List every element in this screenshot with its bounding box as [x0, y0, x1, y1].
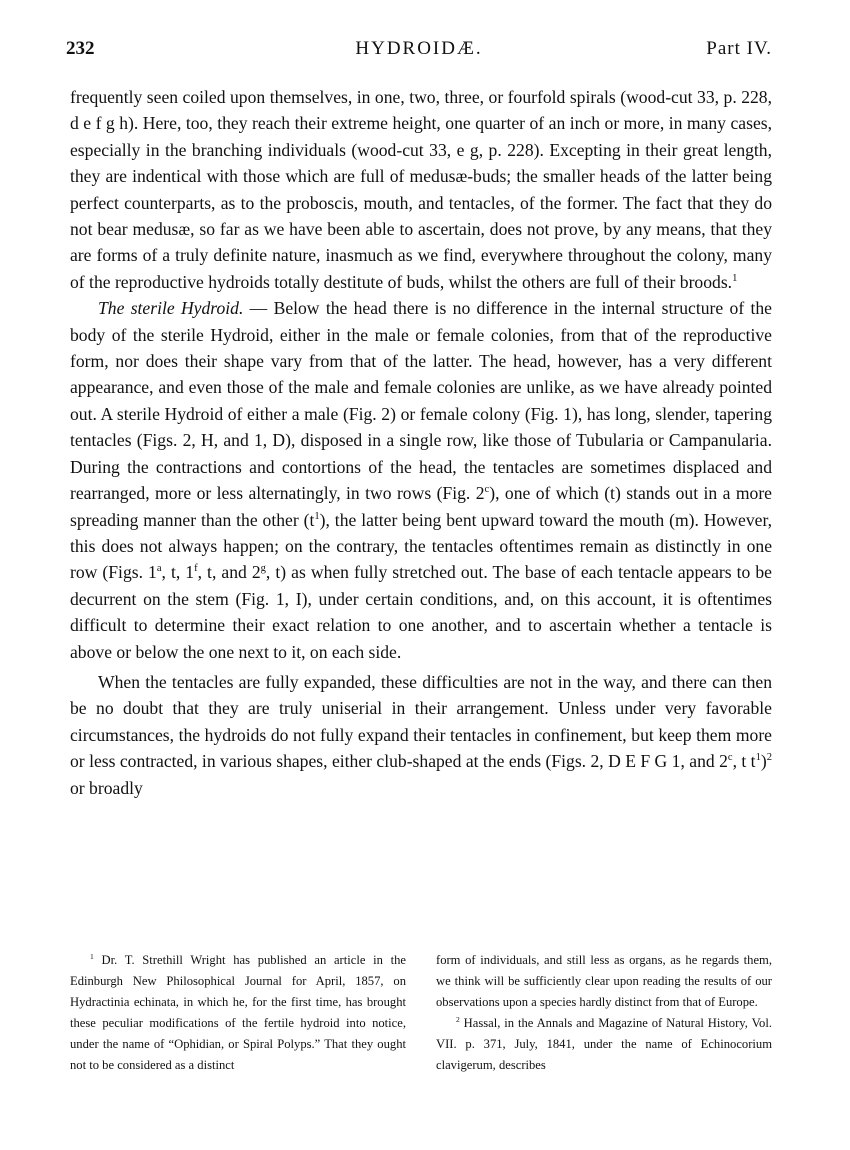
running-header	[66, 38, 772, 64]
paragraph-3-text-a: When the tentacles are fully expanded, these difficulties are not in the way, and there can then be no doubt that they are truly uniserial in their arrangement. Unless under very favorable circumstances, the hydroids do not fully expand their tentacles in confinement, but keep them more or less contracted, in various shapes, either club-shaped at the ends (Figs. 2, D E F G 1, and 2	[70, 671, 772, 772]
footnote-ref-2: 2	[766, 752, 772, 764]
running-title: HYDROIDÆ.	[355, 38, 483, 59]
footnote-1-continued: form of individuals, and still less as organs, as he regards them, we think will be sufficiently clear upon reading the results of our observations upon a species hardly distinct from that of Europe.	[436, 953, 772, 1009]
paragraph-2-text-f: , t) as when fully stretched out. The base of each tentacle appears to be decurrent on the stem (Fig. 1, I), under certain conditions, and, on this account, it is oftentimes difficult to determine their exact relation to one another, and to ascertain whether a tentacle is above or below the one next to it, on each side.	[70, 562, 772, 662]
paragraph-1-text: frequently seen coiled upon themselves, in one, two, three, or fourfold spirals (wood-cut 33, p. 228, d e f g h). Here, too, they reach their extreme height, one quarter of an inch or more, in many cases, especially in the branching individuals (wood-cut 33, e g, p. 228). Excepting in their great length, they are indentical with those which are full of medusæ-buds; the smaller heads of the latter being perfect counterparts, as to the proboscis, mouth, and tentacles, of the former. The fact that they do not bear medusæ, so far as we have been able to ascertain, does not prove, by any means, that they are forms of a truly definite nature, inasmuch as we find, everywhere throughout the colony, many of the reproductive hydroids totally destitute of buds, whilst the others are full of their broods.	[70, 87, 772, 292]
paragraph-2-text-c: ), the latter being bent upward toward the mouth (m). However, this does not always happen; on the contrary, the tentacles oftentimes remain as distinctly in one row (Figs. 1	[70, 509, 772, 583]
sup-t1: 1	[314, 510, 320, 522]
footnote-column-right	[436, 950, 772, 1076]
footnote-ref-1: 1	[732, 272, 738, 284]
sup-1f: f	[194, 563, 198, 575]
paragraph-3	[70, 669, 772, 801]
footnote-2	[436, 1013, 772, 1076]
paragraph-2-text-e: , t, and 2	[197, 562, 261, 583]
footnote-1-text: Dr. T. Strethill Wright has published an article in the Edinburgh New Philosophical Journal for April, 1857, on Hydractinia echinata, in which he, for the first time, has brought these peculiar modifications of the fertile hydroid into notice, under the name of “Ophidian, or Spiral Polyps.” That they ought not to be considered as a distinct	[70, 953, 406, 1072]
paragraph-1	[70, 84, 772, 295]
paragraph-2-text-b: ), one of which (t) stands out in a more spreading manner than the other (t	[70, 483, 772, 530]
footnotes	[70, 950, 772, 1076]
paragraph-2-text-d: , t, 1	[161, 562, 195, 583]
sup-2c: c	[484, 484, 490, 496]
paragraph-3-text-c: )	[760, 751, 767, 772]
page-number: 232	[66, 38, 95, 59]
sup-1a: a	[156, 563, 162, 575]
sup-3t1: 1	[755, 752, 761, 764]
footnote-2-text: Hassal, in the Annals and Magazine of Natural History, Vol. VII. p. 371, July, 1841, under the name of Echinocorium clavigerum, describes	[436, 1016, 772, 1072]
paragraph-3-text-b: , t t	[732, 751, 756, 772]
footnote-1	[70, 950, 406, 1076]
footnote-2-marker: 2	[456, 1014, 460, 1024]
paragraph-2	[70, 295, 772, 665]
paragraph-2-text-a: — Below the head there is no difference in the internal structure of the body of the sterile Hydroid, either in the male or female colonies, from that of the reproductive form, nor does their shape vary from that of the latter. The head, however, has a very different appearance, and even those of the male and female colonies are unlike, as we have already pointed out. A sterile Hydroid of either a male (Fig. 2) or female colony (Fig. 1), has long, slender, tapering tentacles (Figs. 2, H, and 1, D), disposed in a single row, like those of Tubularia or Campanularia. During the contractions and contortions of the head, the tentacles are sometimes displaced and rearranged, more or less alternatingly, in two rows (Fig. 2	[70, 298, 772, 504]
section-heading: The sterile Hydroid.	[98, 298, 244, 319]
paragraph-3-text-d: or broadly	[70, 777, 143, 798]
footnote-1-marker: 1	[90, 951, 94, 961]
footnote-column-left	[70, 950, 406, 1076]
part-label: Part IV.	[706, 38, 772, 59]
main-text	[70, 84, 772, 801]
sup-2g: g	[260, 563, 266, 575]
sup-3c: c	[727, 752, 733, 764]
